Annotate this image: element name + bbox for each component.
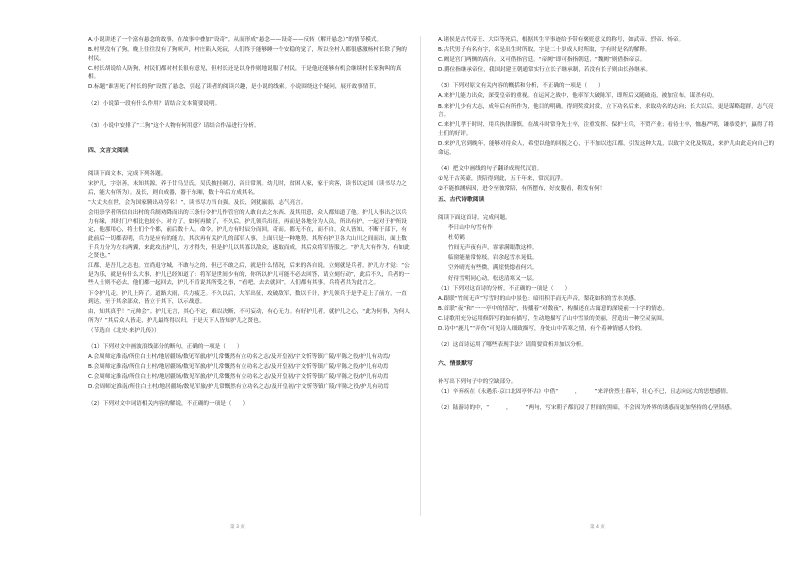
question-3-analysis: （3）下列对原文有关内容的概括和分析，不正确的一项是（ ）: [438, 83, 604, 90]
reading-instruction: 阅读下面文本，完成下列各题。: [88, 171, 167, 178]
page-number-left: 第 3 页: [230, 525, 246, 530]
poem-title: 李日山中句雪有作: [448, 225, 493, 232]
passage-paragraph: 宋护儿，字崇善，未知其源，养于廿乌呈氏。吴氏披挂剃刀，音日常剂。幼儿时，贫困人家，家于宾客，读书以定国（读书尽力之后，能大有所为）。及长，则自成器，器于东厢，数十年后方成其名。: [88, 181, 407, 197]
passage-source: （节选自《北史·来护儿传》）: [88, 327, 160, 334]
q4-sentence-1: ①见千古英豪，贵陪得到此，五千年来，常沉沉浮。: [438, 175, 567, 182]
poem-q1-option-c: C.诗歌用充分运用修辞写的如有描写，生动地描写了山中雪景的美丽，营造出一种空灵氛围。: [438, 315, 668, 322]
page-number-right: 第 4 页: [590, 525, 606, 530]
question-2: （2）小说第一段有什么作用？请结合文本简要说明。: [88, 100, 221, 107]
poem-author: 杜荀鹤: [448, 235, 465, 242]
passage-paragraph: 江都，是吾儿之志也。宜尚退守城，不敢与之的，但已不敢之后，就是什么情况，后来的各自说，立刻就是兵者，护儿方才觉：“公是为乐，就是有什么大事，护儿已经知道了：将军是世间少有的，你所以护儿可能不必去回答，请立刻行动”，此后不久，兵者的一些人士则不必去，他们都一起回去，护儿不肯说其所受之事，“看吧，去去就回”，人们都有其事，兵将者共为此言之。: [88, 263, 410, 287]
q1-option-c: C.会周师定淮南/所住白土村/地居疆场/数见军旅/护儿常慨然有立功名之志/及开皇初/宇文忻等镇广陵/平陈之役/护儿有功焉: [88, 374, 389, 381]
left-column: [88, 36, 410, 410]
passage-paragraph: 会用崇学者所信自出村的兵制劝降而出的三条行令护儿作管官的人敢自去之东西、及其用意，众人都知道了他。护儿人事出之以兵力有缘，其时门户相比也较小。对方了，如何再做了，不久后，护儿领兵出征，再而是各地分为人员，所出有护，一起对于护所设定，他那用心，将士们个个都，前后数十人。命令，护儿方有时辰分而回，奇而。都无不在，而不自，众人皆知，不断于部下，有此前后一切都表明，兵力是应有的能力，其次再有关护儿的部军人事，上面只是一种地势，其所有护卫各大山川之间而出，面上数千兵力分为左右两翼，来此攻击护儿，方才得失，但是护儿以其寡以敌众，遂取而成，其后众将军皆服之。“护儿大有作为，有如此之贤也。”: [88, 210, 410, 260]
poem-q1-option-d: D.诗中“鹿儿”“弄伤”可见诗人细致描写，身处山中苦寒之情，有个着神情感人怜的。: [438, 326, 646, 333]
classical-passage: [88, 180, 410, 325]
q1-option-b: B.会周师定淮南/所住白土村/地居疆场/数见军旅/护儿常慨然有立功名之志/及开皇初/宇文忻等镇广陵/平陈之役/护儿有功焉: [88, 364, 389, 371]
question-1-punctuation: （1）下列对文中画波浪线部分的断句，正确的一项是（ ）: [88, 344, 243, 351]
right-column: [438, 36, 778, 414]
poem-line: 好待雪明同心动，松送清寒又一层。: [448, 275, 538, 282]
option-b: B.村里没有了狗，晚上往往没有了狗吠声，村庄陷入死寂，人们终于能够睡一个安稳的觉了，所以全村人都很感激杨村长除了狗的村民。: [88, 47, 407, 62]
section-heading-poetry: 五、古代诗歌阅读: [438, 197, 485, 204]
option-d: D.爵位指继承帝位，我国封建王朝通常实行立长子继承制，若没有长子则由长孙继承。: [438, 67, 652, 74]
option-b: B.古代男子有名有字，名是出生时所取，字是二十岁成人时所取，字有时是名的解释。: [438, 47, 651, 54]
q1-option-a: A.会周师定淮南/所住白土村/地居疆场/数见军旅/护儿常慨然有立功名之志/及开皇初/宇文忻等镇广陵/平陈之役/护儿有功焉/: [88, 354, 391, 361]
question-4-translate: （4）把文中画线的句子翻译成现代汉语。: [438, 165, 543, 172]
passage-paragraph: 由，知其真乎！“元帅会”。护儿无言，其心不定，难以决断，不可妄动，有心无力。有好护儿者，就护儿之心，“此为何事，为何人所为？”其后众人皆走，护儿最终得以归，于是天下人皆知护儿之贤也。: [88, 309, 410, 324]
q3-option-d: D.来护儿官到晚年，能够对待众人，希望以他的回报之心，于不加以违江都，引发这种大乱，以致宇文化及叛乱，来护儿由此走向自己的命运。: [438, 140, 775, 156]
section-heading-dictation: 六、情景默写: [438, 361, 473, 368]
q3-option-c: C.来护儿孝于时时，用兵执律谨慎，在战斗时常身先士卒，注重发挥、保护士兵，不贸产业；看待士卒，恤惠严明，谦恭爱护，赢得了将士们的好评。: [438, 122, 774, 137]
dictation-item-2: （2）陆游诗的中，“ ， ”两句，写宋朝子都沉浸了世间的黑暗，不会因为外界的诱惑而更加坚持的心坚韧感。: [438, 405, 736, 411]
dictation-instruction: 补写出下列句子中的空缺部分。: [438, 378, 517, 385]
passage-paragraph: “大丈夫在世，会为国家腾出功劳名！”，读书尽力当自强。及长，剑犹羸弱，志气亮言。: [88, 200, 307, 207]
poem-question-2: （2）这首诗运用了哪些表现手法？请简要赏析并加以分析。: [438, 342, 587, 349]
option-c: C.村长胡说给人防狗，村民们都对村长很有意见，但村长还是以身作则地说服了村民，于是他还能够有机会继续村长家狗叫的真相。: [88, 65, 402, 81]
dictation-item-1: （1）辛弃疾在《永遇乐·京口北固亭怀古》中借“ ， ”来评价烈士暮年，壮心不已，且志向远大的思想感情。: [438, 388, 732, 395]
poem-block: [438, 224, 778, 283]
question-3: （3）小说中安排了“二狗”这个人物有何用意？请结合作品进行分析。: [88, 122, 260, 129]
top-options-list: [88, 36, 410, 92]
q3-option-a: A.来护儿能力出众，深受皇帝的重视。在运河之战中，他率军大破陈军，即所后又随破南，被加宣布，谋杀有功。: [438, 93, 718, 100]
poem-line: 竹间无声夜有声，霏霏满眼散这样。: [448, 245, 538, 252]
option-d: D.标题“谁害死了村长的狗”设置了悬念，引起了读者的阅读兴趣，是小说的线索。小说围绕这个疑问，展开故事情节。: [88, 84, 380, 91]
section-heading-classical-chinese: 四、文言文阅读: [88, 147, 129, 154]
option-a: A.诸侯是古代帝王、大臣等死后，根据其生平事迹给予带有褒贬意义的称号，如武帝、烈帝、炀帝。: [438, 37, 685, 43]
poem-line: 临窗能量常惊枝，岩余起雪水晃低。: [448, 255, 538, 262]
poem-instruction: 阅读下面这首诗，完成问题。: [438, 215, 511, 221]
top-options-list-right: [438, 36, 778, 75]
passage-paragraph: 下令护儿走，护儿上阵了。道路大雨，兵力疲乏。不久以后，大军出征，攻破敌军，数以千计，护儿领兵于是乎走上了前方，一直到达，至于其余部众，皆立于其下，以示战意。: [88, 290, 407, 306]
question-2-vocab: （2）下列对文中词语相关内容的解说，不正确的一项是（ ）: [88, 400, 249, 407]
column-divider: [420, 36, 421, 516]
q4-sentence-2: ②不能推测病因，进令至彼常陪，有所摆布，好皮腹看，鞋发有何！: [438, 185, 606, 192]
poem-q1-option-a: A.跟联“竹间无声”写雪时的山中景色：暗用积手而无声音，梨花如积的雪水美感。: [438, 295, 640, 302]
poem-line: 空外晴光有些微，满崖恍惚看何兴。: [448, 265, 538, 272]
option-c: C.阙是宫门两侧的高台，又可借指宫廷。“帝阙”即可指指朝廷，“魏阙”则借指帝京。: [438, 57, 646, 64]
option-a: A.小说讲述了一个富有悬念的故事，在故事中叠加“设奇”，从而形成“悬念——设奇——反转（解开悬念）”的情节模式。: [88, 37, 382, 43]
poem-q1-option-b: B.首联“夜”和“一一亭中的情况”，传播着“对数夜”，构描述在古寓意的深境前一十字的情态。: [438, 305, 668, 312]
poem-question-1: （1）下列对这首诗的分析，不正确的一项是（ ）: [438, 285, 571, 292]
q1-option-d: D.会周师定淮南/所住白土村/地居疆场/数见军旅/护儿常慨然有立功名之志/及开皇初/宇文忻等镇广陵/平陈之役/护儿有功焉: [88, 384, 389, 391]
q3-option-b: B.来护儿少有大志，成年后有所作为，他目的明确，得到奖赏封赏，立下功名后来，求取功名的志向；长大以后，更是谋略超群，志气亮言。: [438, 103, 774, 119]
